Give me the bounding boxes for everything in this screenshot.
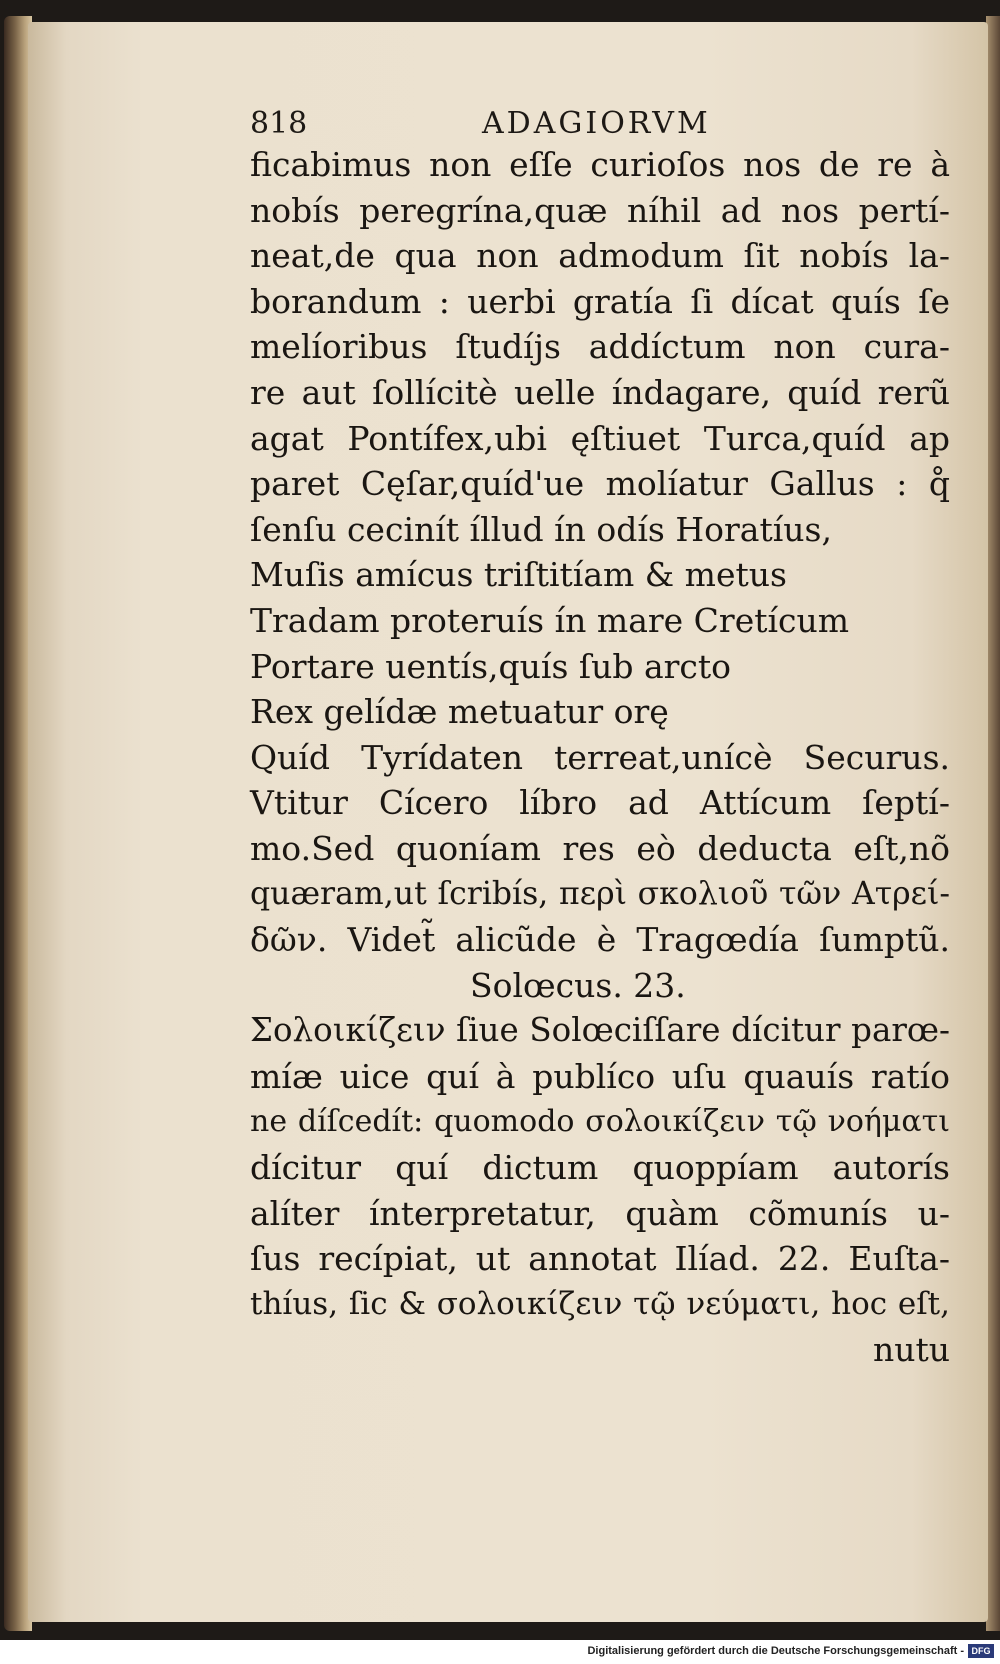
text-line: thíus, ſic & σολοικίζειν τῷ νεύματι, hoc eſt, [250,1285,950,1322]
text-line: ficabimus non eſſe curioſos nos de re à [250,145,950,184]
verse-line: Tradam proteruís ín mare Cretícum [250,600,850,640]
text-line: ne díſcedít: quomodo σολοικίζειν τῷ νοήματι [250,1104,950,1140]
text-line: borandum : uerbi gratía ſi dícat quís ſe [250,281,950,321]
page-number: 818 [250,106,308,141]
text-line: Σολοικίζειν ſiue Solœciſſare dícitur parœ- [250,1011,950,1050]
book-fore-edge [986,16,1000,1631]
footer-bar [0,1640,1000,1664]
text-line: agat Pontífex,ubi ęſtiuet Turca,quíd ap [250,418,950,458]
text-line: re aut ſollícitè uelle índagare, quíd rerũ [250,372,950,412]
running-title: ADAGIORVM [482,106,711,141]
text-line: ſus recípiat, ut annotat Ilíad. 22. Euſta- [250,1239,950,1279]
text-line: neat,de qua non admodum ſit nobís la- [250,236,950,276]
funding-credit: Digitalisierung gefördert durch die Deutsche Forschungsgemeinschaft - [587,1645,964,1657]
text-line: δῶν. Videt̃ alicũde è Tragœdía ſumptũ. [250,920,950,960]
verse-line: Quíd Tyrídaten terreat,unícè Securus. [250,737,950,777]
text-line: mo.Sed quoníam res eò deducta eſt,nõ [250,828,950,868]
adage-heading: Solœcus. 23. [470,965,686,1005]
text-line: quæram,ut ſcribís, περὶ σκολιοῦ τῶν Ατρεί- [250,875,950,912]
verse-line: Muſis amícus triſtitíam & metus [250,555,787,595]
text-line: paret Cęſar,quíd'ue molíatur Gallus : q̊ [250,464,950,504]
text-line: ſenſu cecinít íllud ín odís Horatíus, [250,509,832,549]
text-line: alíter ínterpretatur, quàm cõmunís u- [250,1193,950,1233]
verse-line: Rex gelídæ metuatur orę [250,692,669,732]
text-block [250,142,950,1373]
text-line: Vtitur Cícero líbro ad Attícum ſeptí- [250,783,950,823]
text-line: melíoribus ſtudíjs addíctum non cura- [250,327,950,367]
text-line: nobís peregrína,quæ níhil ad nos pertí- [250,190,950,230]
text-line: míæ uice quí à publíco uſu quauís ratío [250,1056,950,1096]
text-line: dícitur quí dictum quoppíam autorís [250,1148,950,1188]
dfg-logo-icon: DFG [968,1644,994,1658]
catchword: nutu [872,1330,950,1370]
verse-line: Portare uentís,quís ſub arcto [250,646,732,686]
